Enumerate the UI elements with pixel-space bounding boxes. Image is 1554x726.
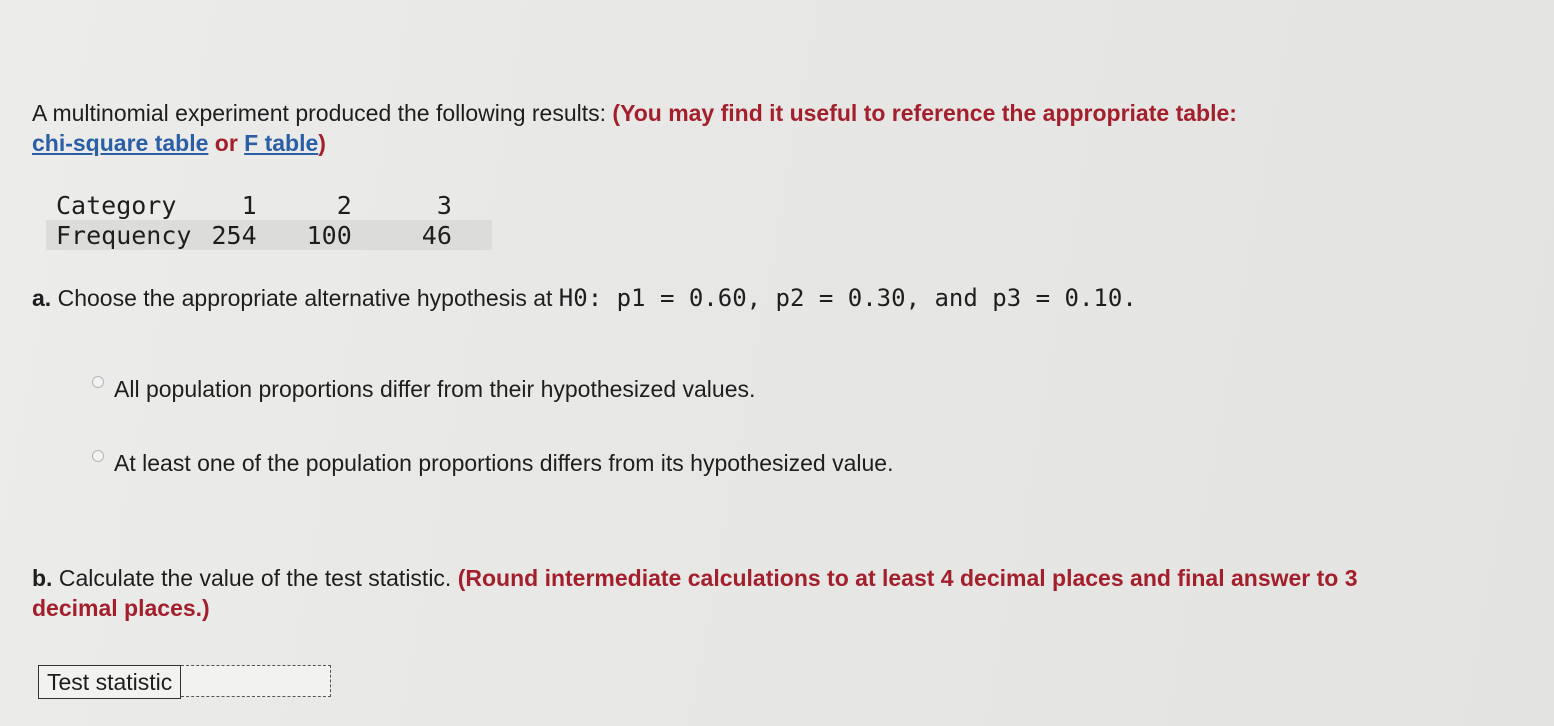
option-label: All population proportions differ from their hypothesized values. bbox=[114, 376, 756, 402]
reference-note: (You may find it useful to reference the appropriate table: chi-square table or F table) bbox=[32, 100, 1237, 156]
category-cell: 1 bbox=[241, 190, 257, 220]
part-b-question bbox=[32, 563, 1432, 623]
intro-text: A multinomial experiment produced the following results: bbox=[32, 100, 613, 126]
test-statistic-label: Test statistic bbox=[38, 665, 181, 699]
part-a-text: Choose the appropriate alternative hypothesis at bbox=[57, 285, 559, 311]
test-statistic-input[interactable] bbox=[181, 665, 331, 697]
frequency-cell: 46 bbox=[362, 220, 492, 250]
frequency-row bbox=[46, 220, 492, 250]
category-header: Category bbox=[56, 190, 177, 220]
f-table-link[interactable]: F table bbox=[244, 130, 319, 156]
option-at-least-one-differs[interactable] bbox=[92, 448, 893, 478]
part-b-label: b. bbox=[32, 565, 59, 591]
category-cell: 3 bbox=[436, 190, 452, 220]
answer-row bbox=[38, 665, 331, 699]
rounding-instruction: (Round intermediate calculations to at least 4 decimal places and final answer to 3 decimal places.) bbox=[32, 565, 1358, 621]
frequency-header: Frequency bbox=[46, 220, 201, 250]
part-b-text: Calculate the value of the test statistic. bbox=[58, 565, 458, 591]
radio-button[interactable] bbox=[92, 376, 104, 388]
option-label: At least one of the population proportions differs from its hypothesized value. bbox=[114, 450, 894, 476]
chi-square-table-link[interactable]: chi-square table bbox=[32, 130, 209, 156]
problem-intro bbox=[32, 98, 1492, 158]
option-all-differ[interactable] bbox=[92, 374, 755, 404]
category-row bbox=[46, 190, 492, 220]
frequency-cell: 254 bbox=[201, 220, 266, 250]
frequency-table bbox=[46, 190, 492, 250]
frequency-cell: 100 bbox=[267, 220, 362, 250]
null-hypothesis: H0: p1 = 0.60, p2 = 0.30, and p3 = 0.10. bbox=[558, 284, 1137, 312]
part-a-question bbox=[32, 283, 1137, 313]
part-a-label: a. bbox=[32, 285, 58, 311]
category-cell: 2 bbox=[336, 190, 352, 220]
radio-button[interactable] bbox=[92, 450, 104, 462]
